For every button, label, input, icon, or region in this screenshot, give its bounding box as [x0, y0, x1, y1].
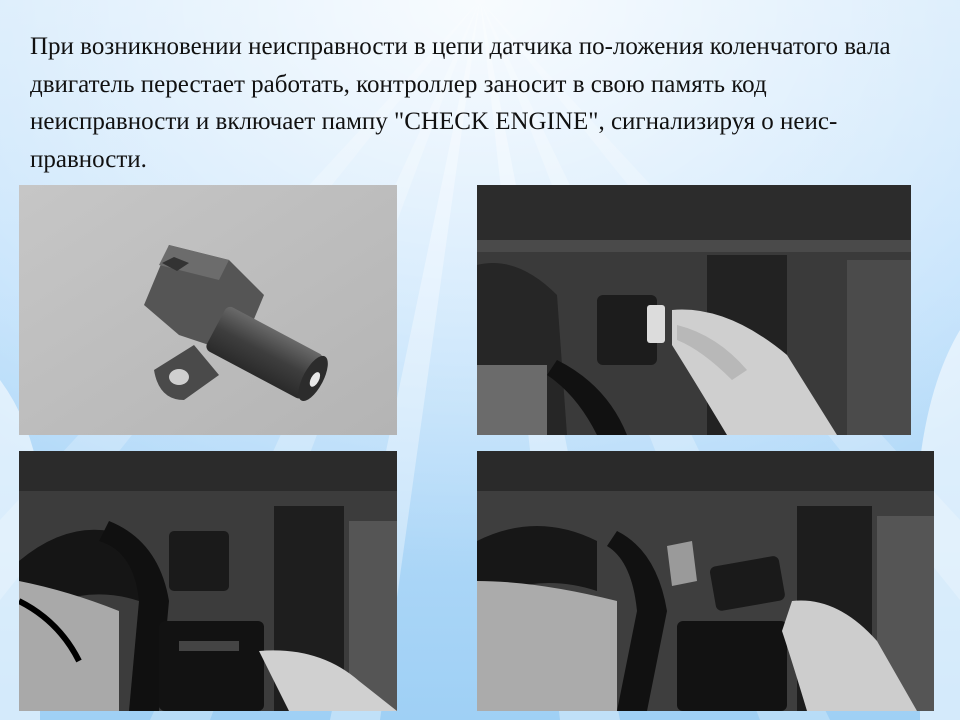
- slide-text: При возникновении неисправности в цепи датчика по-ложения коленчатого вала двигатель перестает работать, контроллер заносит в свою память код неисправности и включает пампу "CHECK ENGINE", сигнализируя о неис-правности.: [30, 33, 891, 173]
- photo-engine-top-right: [477, 185, 911, 435]
- photo-engine-bottom-right: [477, 451, 934, 711]
- photo-crankshaft-sensor: [19, 185, 397, 435]
- photo-engine-bottom-left: [19, 451, 397, 711]
